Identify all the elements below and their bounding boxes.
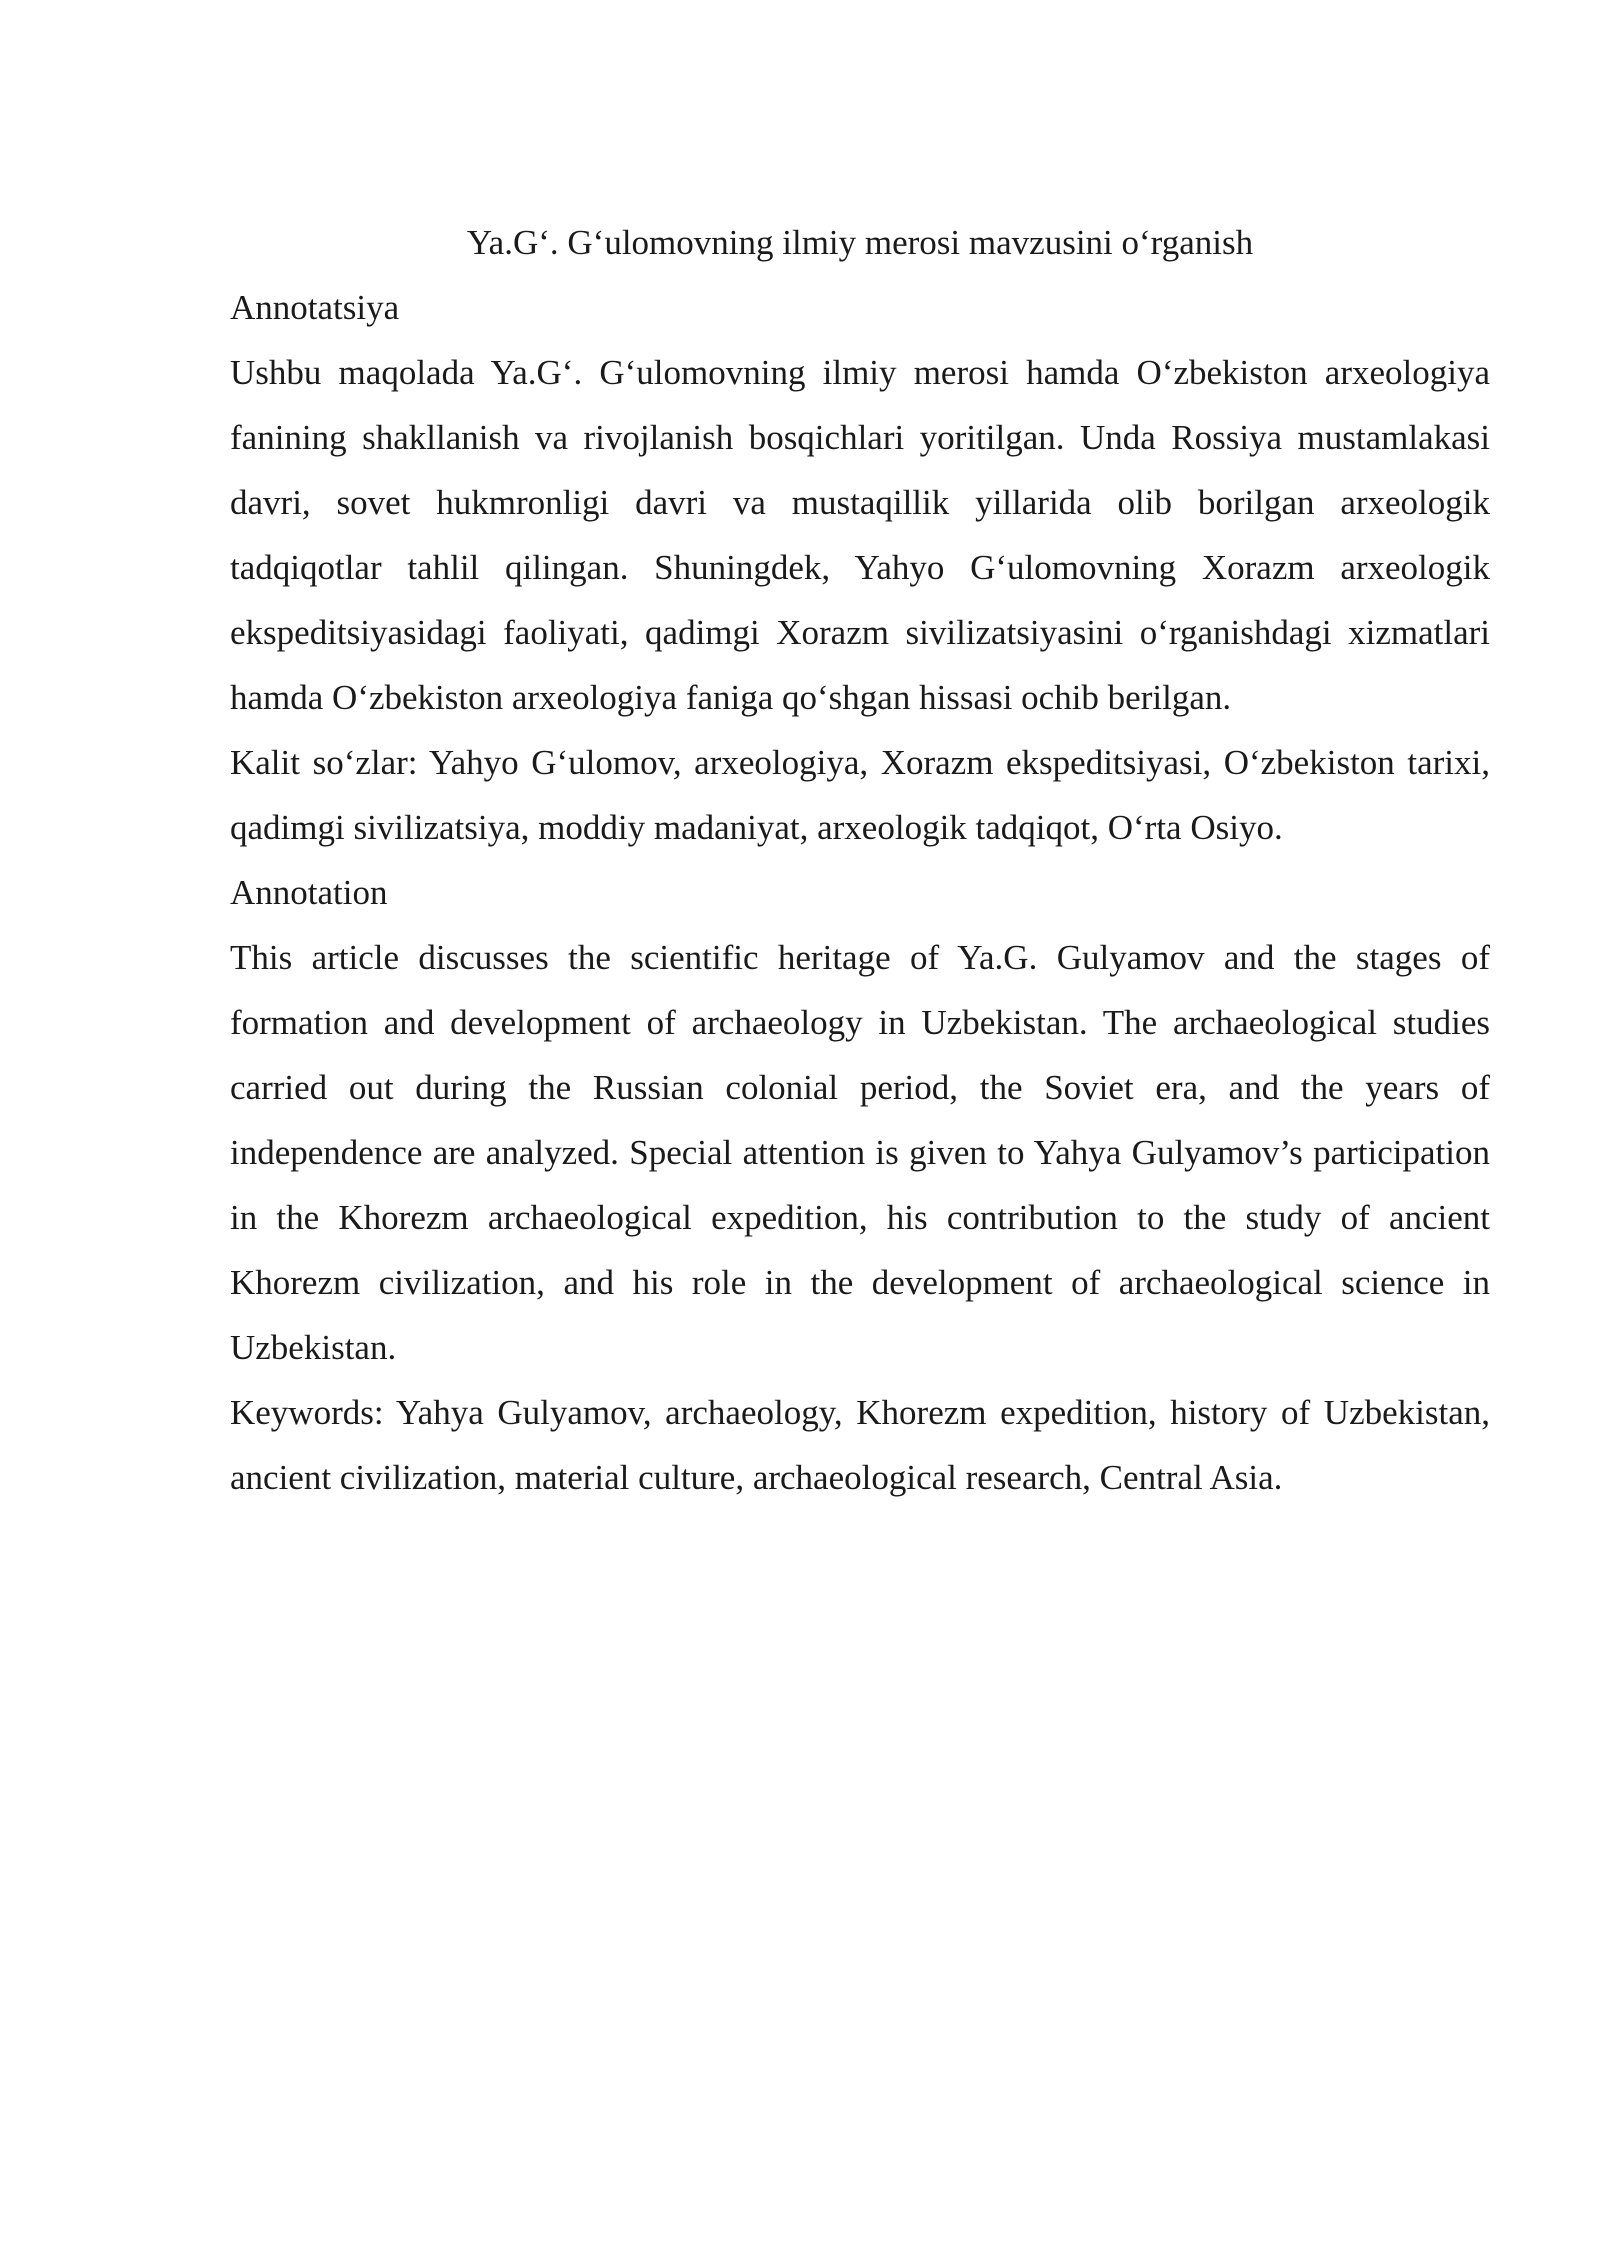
document-page (230, 210, 1490, 1510)
document-title: Ya.G‘. G‘ulomovning ilmiy merosi mavzusini o‘rganish (466, 223, 1254, 262)
uz-abstract-paragraph: Ushbu maqolada Ya.G‘. G‘ulomovning ilmiy merosi hamda O‘zbekiston arxeologiya fanining shakllanish va rivojlanish bosqichlari yoritilgan. Unda Rossiya mustamlakasi davri, sovet hukmronligi davri va mustaqillik yillarida olib borilgan arxeologik tadqiqotlar tahlil qilingan. Shuningdek, Yahyo G‘ulomovning Xorazm arxeologik ekspeditsiyasidagi faoliyati, qadimgi Xorazm sivilizatsiyasini o‘rganishdagi xizmatlari hamda O‘zbekiston arxeologiya faniga qo‘shgan hissasi ochib berilgan. (230, 353, 1490, 717)
en-keywords-paragraph: Keywords: Yahya Gulyamov, archaeology, Khorezm expedition, history of Uzbekistan, ancient civilization, material culture, archaeological research, Central Asia. (230, 1393, 1490, 1497)
uz-annotation-heading: Annotatsiya (230, 288, 400, 327)
uz-keywords-paragraph: Kalit so‘zlar: Yahyo G‘ulomov, arxeologiya, Xorazm ekspeditsiyasi, O‘zbekiston tarixi, qadimgi sivilizatsiya, moddiy madaniyat, arxeologik tadqiqot, O‘rta Osiyo. (230, 743, 1490, 847)
en-annotation-heading: Annotation (230, 873, 388, 912)
en-abstract-paragraph: This article discusses the scientific heritage of Ya.G. Gulyamov and the stages of formation and development of archaeology in Uzbekistan. The archaeological studies carried out during the Russian colonial period, the Soviet era, and the years of independence are analyzed. Special attention is given to Yahya Gulyamov’s participation in the Khorezm archaeological expedition, his contribution to the study of ancient Khorezm civilization, and his role in the development of archaeological science in Uzbekistan. (230, 938, 1490, 1367)
